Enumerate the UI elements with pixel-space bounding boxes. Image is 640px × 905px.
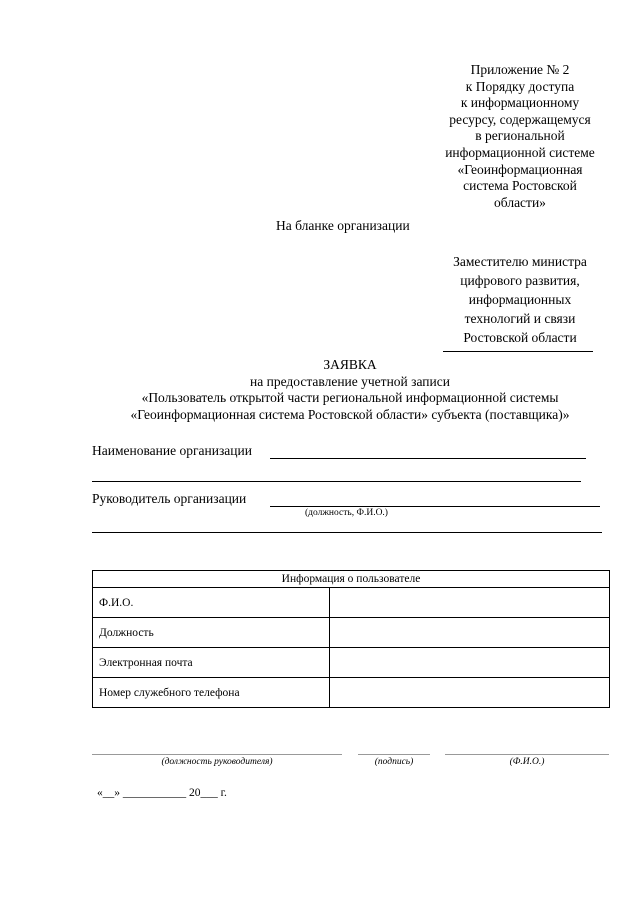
addressee-line: технологий и связи [464,311,576,326]
title-line: «Пользователь открытой части региональной информационной системы [141,390,559,405]
table-row [93,648,610,678]
org-head-label: Руководитель организации [92,491,247,506]
row-label-position: Должность [93,618,330,648]
addressee-signature-line[interactable] [443,351,593,352]
appendix-line: к Порядку доступа [465,78,575,94]
table-header-row [93,571,610,588]
title-line: на предоставление учетной записи [250,373,450,389]
row-value-fio[interactable] [330,588,610,618]
org-head-caption: (должность, Ф.И.О.) [305,508,388,518]
application-title [60,357,640,423]
row-value-phone[interactable] [330,678,610,708]
addressee-line: цифрового развития, [460,273,580,288]
appendix-line: в региональной [475,128,565,144]
title-heading: ЗАЯВКА [323,357,377,372]
addressee-line: информационных [468,292,572,307]
signature-line[interactable] [358,754,430,755]
org-head-input-line-2[interactable] [92,532,602,533]
row-value-email[interactable] [330,648,610,678]
org-head-input-line[interactable] [270,506,600,507]
addressee-line: Заместителю министра [453,254,587,269]
appendix-line: к информационному [460,95,580,111]
appendix-line: области» [494,194,546,210]
table-header: Информация о пользователе [93,571,610,588]
appendix-header [420,62,620,211]
position-signature-line[interactable] [92,754,342,755]
date-line[interactable]: «__» ___________ 20___ г. [97,787,227,799]
user-info-table [92,570,610,708]
name-caption: (Ф.И.О.) [509,757,545,767]
appendix-line: ресурсу, содержащемуся [449,111,591,127]
row-label-phone: Номер служебного телефона [93,678,330,708]
org-name-label: Наименование организации [92,443,252,458]
addressee-block [430,252,610,347]
table-row [93,678,610,708]
addressee-line: Ростовской области [463,330,577,345]
row-value-position[interactable] [330,618,610,648]
appendix-line: «Геоинформационная [457,161,583,177]
appendix-line: информационной системе [445,144,595,160]
org-name-input-line[interactable] [270,458,586,459]
row-label-email: Электронная почта [93,648,330,678]
table-row [93,588,610,618]
letterhead-note: На бланке организации [276,218,410,233]
row-label-fio: Ф.И.О. [93,588,330,618]
appendix-line: система Ростовской [463,178,577,194]
title-line: «Геоинформационная система Ростовской области» субъекта (поставщика)» [130,406,570,422]
appendix-line: Приложение № 2 [470,62,570,77]
org-name-input-line-2[interactable] [92,481,581,482]
signature-caption: (подпись) [374,757,414,767]
table-row [93,618,610,648]
position-caption: (должность руководителя) [161,757,273,767]
name-signature-line[interactable] [445,754,609,755]
